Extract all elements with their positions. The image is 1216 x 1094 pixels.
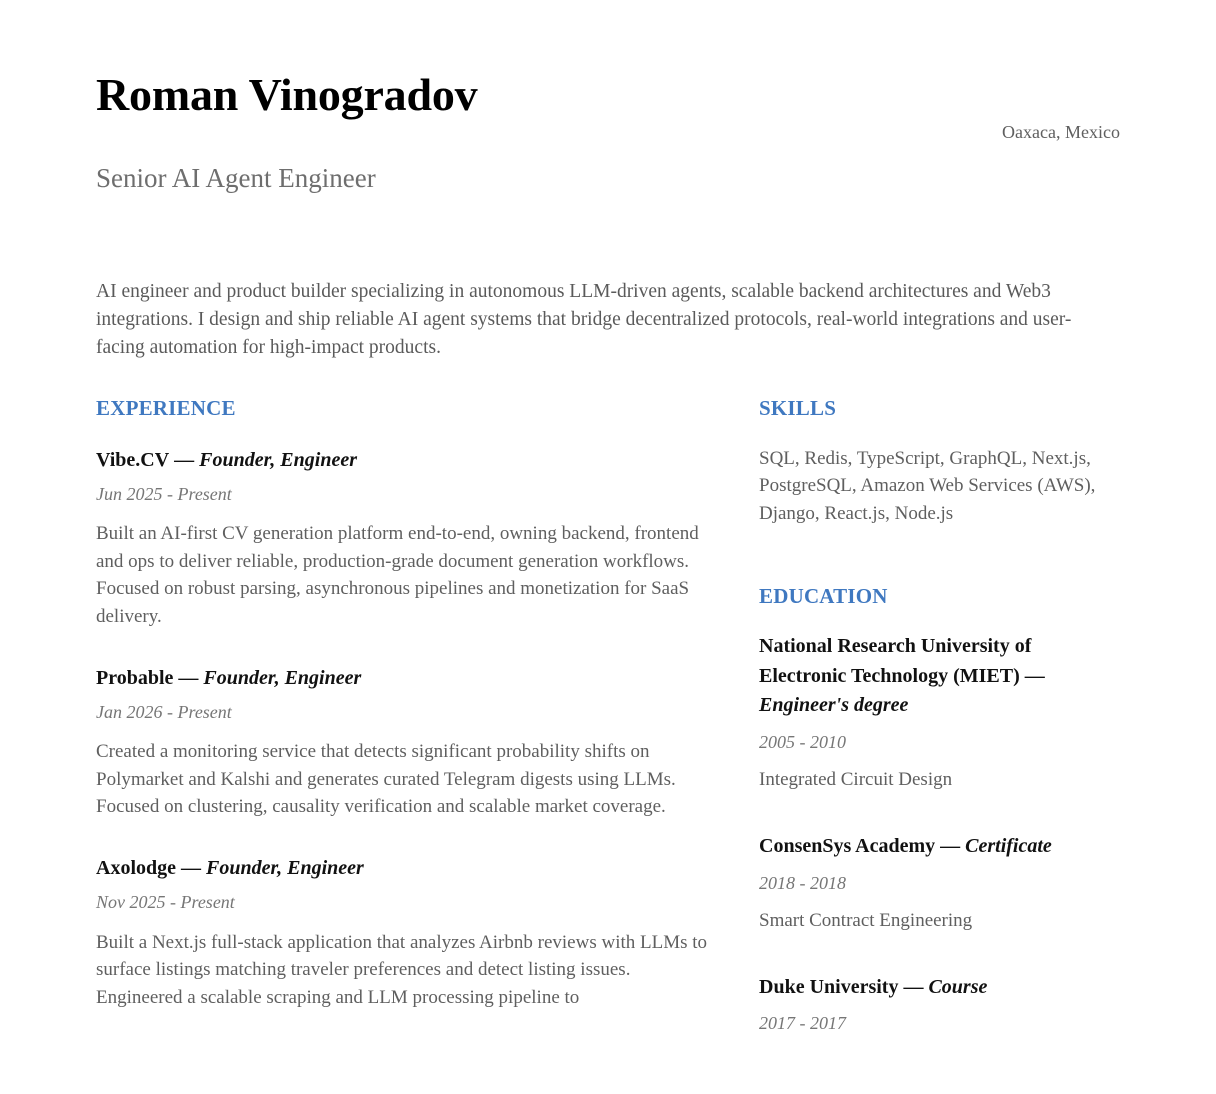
- education-entry: [759, 832, 1120, 935]
- education-entry-title: [759, 973, 1120, 1003]
- experience-entry: [96, 855, 711, 1011]
- experience-description: Built a Next.js full-stack application that analyzes Airbnb reviews with LLMs to surface listings matching traveler preferences and detect listing issues. Engineered a scalable scraping and LLM processing pipeline to: [96, 931, 708, 1008]
- experience-organization: Vibe.CV: [96, 448, 170, 471]
- experience-entry: [96, 447, 711, 631]
- title-separator: —: [1024, 664, 1045, 687]
- education-entry-title: [759, 832, 1120, 862]
- education-entry: [759, 973, 1120, 1036]
- education-field: Integrated Circuit Design: [759, 769, 953, 791]
- experience-entry-title: [96, 855, 711, 881]
- candidate-name: Roman Vinogradov: [96, 69, 478, 120]
- resume-header: [96, 0, 1120, 194]
- skills-list: SQL, Redis, TypeScript, GraphQL, Next.js, PostgreSQL, Amazon Web Services (AWS), Django, React.js, Node.js: [759, 447, 1096, 524]
- section-heading-education: EDUCATION: [759, 584, 888, 609]
- experience-column: [96, 397, 711, 1011]
- education-entry: [759, 632, 1120, 794]
- experience-entry-title: [96, 447, 711, 473]
- education-institution: ConsenSys Academy: [759, 835, 936, 857]
- experience-description: Built an AI-first CV generation platform end-to-end, owning backend, frontend and ops to deliver reliable, production-grade document generation workflows. Focused on robust parsing, asynchronous pipelines and monetization for SaaS delivery.: [96, 523, 699, 627]
- experience-entry-title: [96, 665, 711, 691]
- experience-organization: Axolodge: [96, 856, 176, 879]
- experience-role: Founder, Engineer: [206, 856, 364, 879]
- education-institution: National Research University of Electronic Technology (MIET): [759, 635, 1032, 687]
- education-dates: 2017 - 2017: [759, 1013, 846, 1034]
- experience-dates: Nov 2025 - Present: [96, 892, 235, 913]
- education-degree: Course: [928, 975, 988, 998]
- candidate-location: Oaxaca, Mexico: [1002, 122, 1120, 142]
- education-institution: Duke University: [759, 975, 899, 998]
- experience-dates: Jan 2026 - Present: [96, 701, 232, 722]
- education-degree: Engineer's degree: [759, 694, 909, 717]
- experience-description: Created a monitoring service that detects significant probability shifts on Polymarket and Kalshi and generates curated Telegram digests using LLMs. Focused on clustering, causality verification and scalable market coverage.: [96, 741, 676, 818]
- experience-role: Founder, Engineer: [199, 448, 357, 471]
- candidate-job-title: Senior AI Agent Engineer: [96, 163, 376, 193]
- sidebar-column: [759, 397, 1120, 1073]
- education-entry-title: [759, 632, 1120, 721]
- resume-body-columns: [96, 397, 1120, 1073]
- section-heading-skills: SKILLS: [759, 396, 837, 421]
- experience-entry: [96, 665, 711, 821]
- section-heading-experience: EXPERIENCE: [96, 396, 236, 421]
- experience-dates: Jun 2025 - Present: [96, 483, 232, 504]
- education-dates: 2005 - 2010: [759, 732, 846, 753]
- education-field: Smart Contract Engineering: [759, 909, 973, 931]
- title-separator: —: [181, 856, 201, 879]
- professional-summary: AI engineer and product builder specializing in autonomous LLM-driven agents, scalable backend architectures and Web3 integrations. I design and ship reliable AI agent systems that bridge decentralized protocols, real-world integrations and user-facing automation for high-impact products.: [96, 281, 1072, 358]
- education-degree: Certificate: [965, 835, 1052, 857]
- experience-organization: Probable: [96, 666, 174, 689]
- experience-role: Founder, Engineer: [203, 666, 362, 689]
- title-separator: —: [903, 975, 924, 998]
- title-separator: —: [174, 448, 195, 471]
- title-separator: —: [940, 835, 961, 857]
- title-separator: —: [178, 666, 199, 689]
- education-dates: 2018 - 2018: [759, 872, 846, 893]
